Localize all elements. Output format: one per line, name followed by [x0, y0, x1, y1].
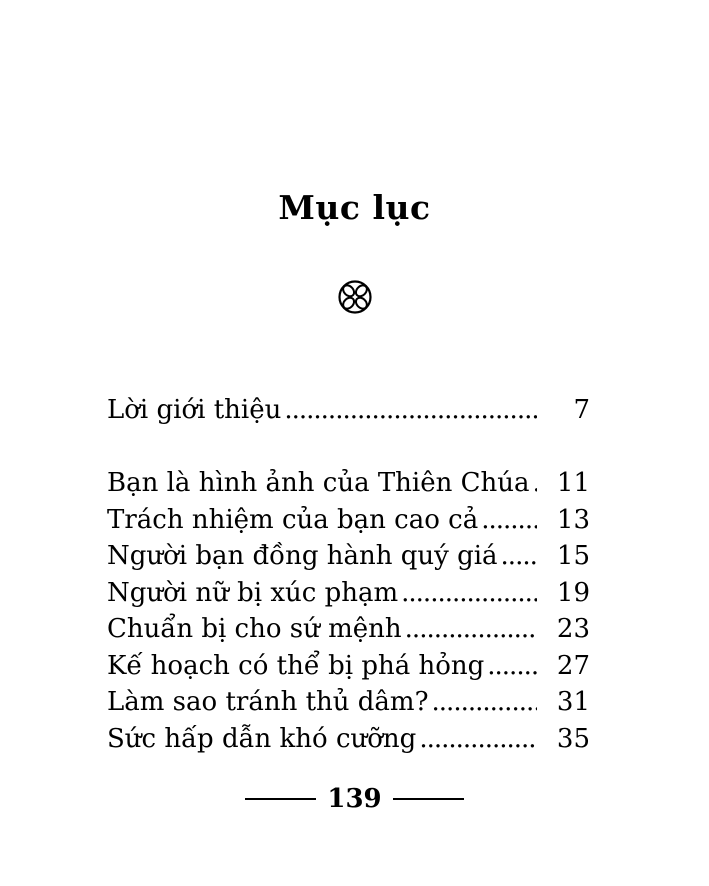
ornament-container	[0, 276, 709, 318]
toc-entry-page: 11	[556, 468, 590, 498]
toc-entry-page: 27	[556, 650, 590, 681]
dot-leader	[405, 611, 537, 648]
toc-entry-intro[interactable]	[107, 392, 590, 429]
dot-leader	[501, 538, 537, 575]
dot-leader	[419, 721, 537, 758]
page-number: 139	[327, 784, 382, 814]
toc-entry-page: 23	[556, 614, 590, 644]
page-footer	[0, 782, 709, 816]
toc-entry-page: 7	[573, 395, 590, 425]
toc-entry-label: Sức hấp dẫn khó cưỡng	[107, 723, 417, 754]
toc-entry[interactable]	[107, 575, 590, 612]
toc-entry-page: 35	[556, 723, 590, 754]
toc-entry-page: 15	[556, 541, 590, 571]
dot-leader	[401, 575, 537, 612]
toc-entry-label: Lời giới thiệu	[107, 395, 282, 425]
toc-entry[interactable]	[107, 721, 590, 758]
toc-entry[interactable]	[107, 648, 590, 685]
dot-leader	[481, 502, 537, 539]
table-of-contents	[107, 392, 590, 757]
toc-entry-page: 31	[556, 687, 590, 717]
footer-rule-left	[245, 798, 316, 800]
toc-entry-label: Trách nhiệm của bạn cao cả	[107, 504, 479, 535]
toc-entry[interactable]	[107, 684, 590, 721]
quatrefoil-flower-icon	[335, 276, 375, 318]
toc-entry-label: Chuẩn bị cho sứ mệnh	[107, 614, 402, 644]
page-title: Mục lục	[278, 188, 431, 228]
toc-entry[interactable]	[107, 465, 590, 502]
toc-entry-label: Người bạn đồng hành quý giá	[107, 541, 498, 571]
toc-entry-page: 19	[556, 577, 590, 608]
toc-entry-label: Bạn là hình ảnh của Thiên Chúa	[107, 468, 530, 498]
dot-leader	[487, 648, 537, 685]
toc-entry-label: Kế hoạch có thể bị phá hỏng	[107, 650, 485, 681]
toc-entry[interactable]	[107, 611, 590, 648]
dot-leader	[284, 392, 537, 429]
toc-entry[interactable]	[107, 502, 590, 539]
toc-entry[interactable]	[107, 538, 590, 575]
toc-entry-page: 13	[556, 504, 590, 535]
dot-leader	[432, 684, 537, 721]
toc-entry-label: Làm sao tránh thủ dâm?	[107, 687, 429, 717]
toc-entry-label: Người nữ bị xúc phạm	[107, 577, 399, 608]
footer-rule-right	[393, 798, 464, 800]
